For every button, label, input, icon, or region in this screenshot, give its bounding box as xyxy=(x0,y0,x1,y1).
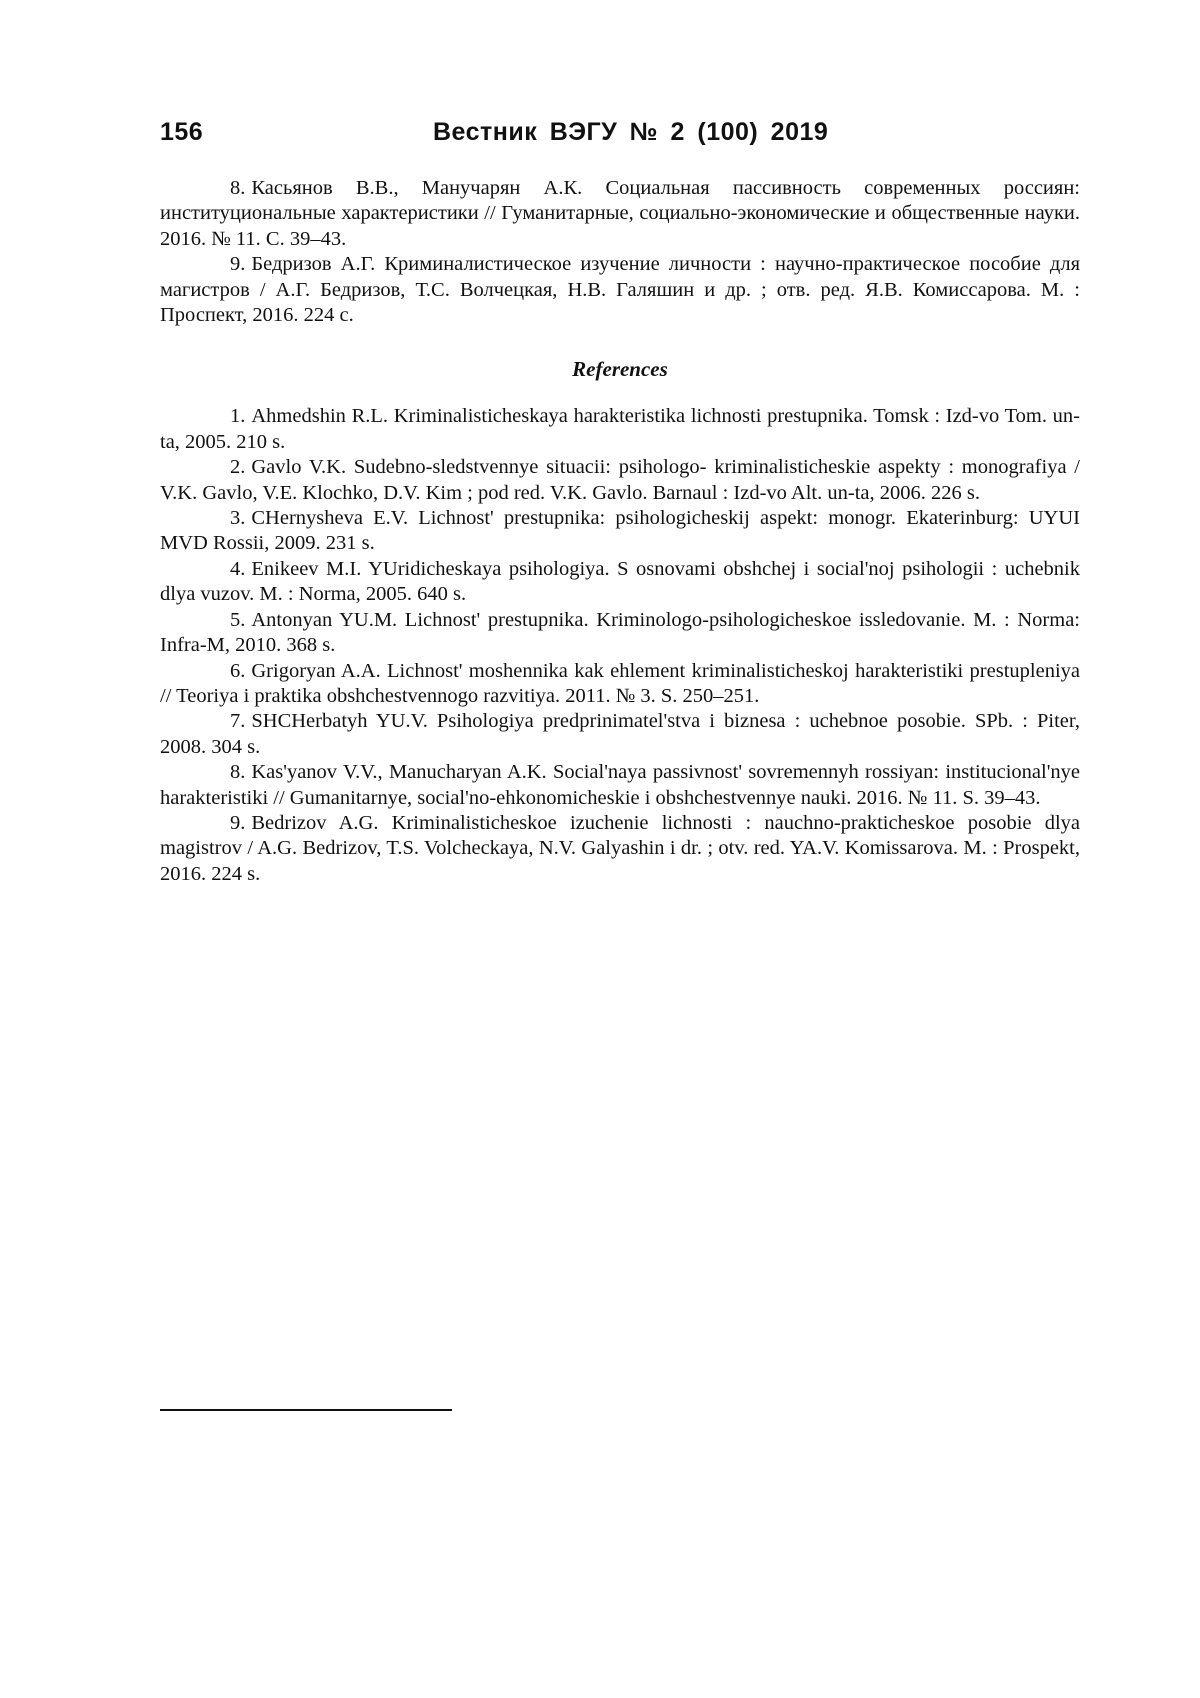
reference-number: 7. xyxy=(230,710,246,733)
reference-text: Бедризов А.Г. Криминалистическое изучение личности : научно-практическое пособие для магистров / А.Г. Бедризов, Т.С. Волчецкая, Н.В. Галяшин и др. ; отв. ред. Я.В. Комиссарова. М. : Проспект, 2016. 224 с. xyxy=(160,253,1080,327)
reference-item xyxy=(160,760,1080,811)
reference-item xyxy=(160,709,1080,760)
reference-item xyxy=(160,176,1080,252)
reference-text: Ahmedshin R.L. Kriminalisticheskaya harakteristika lichnosti prestupnika. Tomsk : Izd-vo Tom. un-ta, 2005. 210 s. xyxy=(160,405,1080,453)
reference-number: 9. xyxy=(230,811,246,834)
reference-text: Bedrizov A.G. Kriminalisticheskoe izuchenie lichnosti : nauchno-prakticheskoe posobie dlya magistrov / A.G. Bedrizov, T.S. Volcheckaya, N.V. Galyashin i dr. ; otv. red. YA.V. Komissarova. M. : Prospekt, 2016. 224 s. xyxy=(160,811,1080,885)
reference-item xyxy=(160,608,1080,659)
page-number: 156 xyxy=(160,118,204,146)
reference-text: SHCHerbatyh YU.V. Psihologiya predprinimatel'stva i biznesa : uchebnoe posobie. SPb. : Piter, 2008. 304 s. xyxy=(160,710,1080,758)
reference-item xyxy=(160,455,1080,506)
reference-number: 8. xyxy=(230,761,246,784)
russian-reference-list xyxy=(160,176,1080,328)
bibliography xyxy=(160,176,1080,887)
reference-item xyxy=(160,557,1080,608)
reference-item xyxy=(160,811,1080,887)
reference-number: 1. xyxy=(230,405,246,428)
reference-text: Enikeev M.I. YUridicheskaya psihologiya. S osnovami obshchej i social'noj psihologii : uchebnik dlya vuzov. M. : Norma, 2005. 640 s. xyxy=(160,557,1080,606)
references-heading: References xyxy=(572,357,668,382)
reference-number: 5. xyxy=(230,608,246,631)
footnote-divider xyxy=(160,1409,452,1411)
reference-number: 9. xyxy=(230,253,246,276)
reference-item xyxy=(160,404,1080,455)
reference-number: 2. xyxy=(230,456,246,479)
running-header xyxy=(160,114,1080,154)
reference-text: Grigoryan A.A. Lichnost' moshennika kak ehlement kriminalisticheskoj harakteristiki prestupleniya // Teoriya i praktika obshchestvennogo razvitiya. 2011. № 3. S. 250–251. xyxy=(160,659,1080,707)
journal-title: Вестник ВЭГУ № 2 (100) 2019 xyxy=(433,118,829,146)
reference-item xyxy=(160,252,1080,328)
reference-item xyxy=(160,659,1080,710)
reference-number: 3. xyxy=(230,507,246,530)
reference-text: Gavlo V.K. Sudebno-sledstvennye situacii: psihologo- kriminalisticheskie aspekty : monografiya / V.K. Gavlo, V.E. Klochko, D.V. Kim ; pod red. V.K. Gavlo. Barnaul : Izd-vo Alt. un-ta, 2006. 226 s. xyxy=(160,456,1080,504)
reference-number: 4. xyxy=(230,557,246,580)
reference-item xyxy=(160,506,1080,557)
reference-text: CHernysheva E.V. Lichnost' prestupnika: psihologicheskij aspekt: monogr. Ekaterinburg: UYUI MVD Rossii, 2009. 231 s. xyxy=(160,507,1080,555)
reference-text: Antonyan YU.M. Lichnost' prestupnika. Kriminologo-psihologicheskoe issledovanie. M. : Norma: Infra-M, 2010. 368 s. xyxy=(160,608,1080,657)
references-list xyxy=(160,404,1080,887)
reference-text: Касьянов В.В., Манучарян А.К. Социальная пассивность современных россиян: институциональные характеристики // Гуманитарные, социально-экономические и общественные науки. 2016. № 11. С. 39–43. xyxy=(160,177,1080,250)
reference-number: 6. xyxy=(230,659,246,682)
reference-text: Kas'yanov V.V., Manucharyan A.K. Social'naya passivnost' sovremennyh rossiyan: institucional'nye harakteristiki // Gumanitarnye, social'no-ehkonomicheskie i obshchestvennye nauki. 2016. № 11. S. 39–43. xyxy=(160,761,1080,809)
reference-number: 8. xyxy=(230,177,246,199)
